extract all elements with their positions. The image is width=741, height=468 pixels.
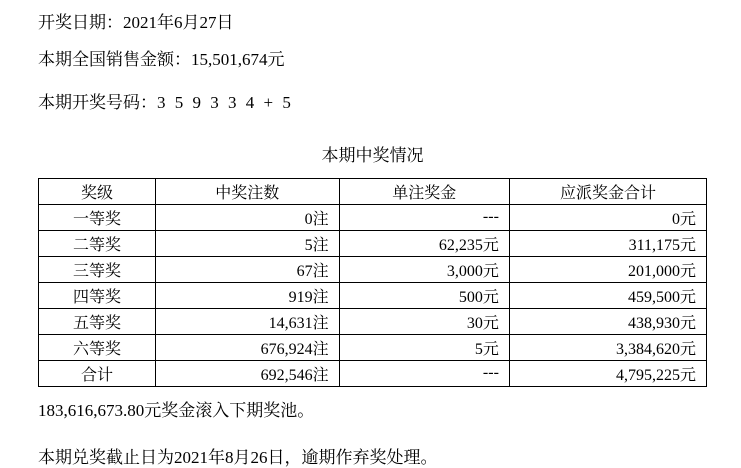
- column-header-level: 奖级: [39, 178, 156, 204]
- table-row: [39, 308, 707, 334]
- cell-count: 0注: [155, 204, 339, 230]
- cell-single-prize: 62,235元: [339, 230, 509, 256]
- column-header-count: 中奖注数: [155, 178, 339, 204]
- claim-deadline-note: 本期兑奖截止日为2021年8月26日，逾期作弃奖处理。: [38, 447, 438, 467]
- cell-level: 四等奖: [39, 282, 156, 308]
- cell-single-prize: ---: [339, 204, 509, 230]
- table-row-total: [39, 360, 707, 386]
- cell-single-prize: 500元: [339, 282, 509, 308]
- cell-level: 一等奖: [39, 204, 156, 230]
- table-row: [39, 230, 707, 256]
- cell-level: 合计: [39, 360, 156, 386]
- winning-numbers-line: [38, 92, 707, 115]
- section-title: 本期中奖情况: [321, 145, 424, 165]
- prize-table-head: [39, 178, 707, 204]
- cell-level: 二等奖: [39, 230, 156, 256]
- prize-table-body: [39, 204, 707, 386]
- national-sales-line: 本期全国销售金额：15,501,674元: [38, 49, 285, 69]
- winning-numbers-value: 3 5 9 3 3 4 + 5: [157, 92, 294, 112]
- cell-count: 676,924注: [155, 334, 339, 360]
- cell-count: 919注: [155, 282, 339, 308]
- cell-single-prize: 5元: [339, 334, 509, 360]
- table-row: [39, 256, 707, 282]
- cell-total-prize: 459,500元: [509, 282, 706, 308]
- cell-count: 692,546注: [155, 360, 339, 386]
- cell-total-prize: 0元: [509, 204, 706, 230]
- cell-level: 三等奖: [39, 256, 156, 282]
- winning-numbers-label: 本期开奖号码：: [38, 92, 157, 112]
- cell-total-prize: 311,175元: [509, 230, 706, 256]
- cell-total-prize: 3,384,620元: [509, 334, 706, 360]
- column-header-single-prize: 单注奖金: [339, 178, 509, 204]
- cell-single-prize: 3,000元: [339, 256, 509, 282]
- prize-table: [38, 178, 707, 387]
- cell-count: 14,631注: [155, 308, 339, 334]
- table-row: [39, 334, 707, 360]
- table-row: [39, 282, 707, 308]
- cell-total-prize: 201,000元: [509, 256, 706, 282]
- cell-count: 5注: [155, 230, 339, 256]
- table-row: [39, 204, 707, 230]
- draw-date-line: 开奖日期：2021年6月27日: [38, 13, 234, 32]
- cell-total-prize: 4,795,225元: [509, 360, 706, 386]
- cell-single-prize: 30元: [339, 308, 509, 334]
- cell-level: 五等奖: [39, 308, 156, 334]
- rollover-note: 183,616,673.80元奖金滚入下期奖池。: [38, 400, 315, 420]
- cell-total-prize: 438,930元: [509, 308, 706, 334]
- table-header-row: [39, 178, 707, 204]
- column-header-total-prize: 应派奖金合计: [509, 178, 706, 204]
- cell-single-prize: ---: [339, 360, 509, 386]
- cell-count: 67注: [155, 256, 339, 282]
- cell-level: 六等奖: [39, 334, 156, 360]
